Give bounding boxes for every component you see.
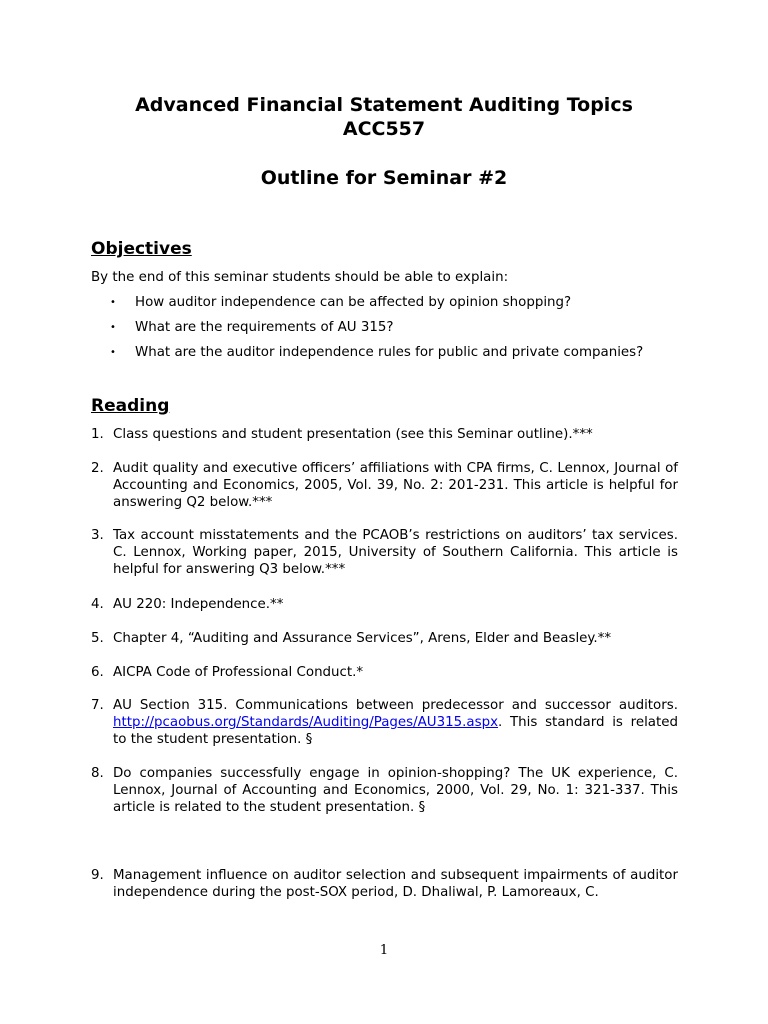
reading-item — [91, 664, 678, 681]
bullet-icon: • — [110, 322, 116, 333]
course-code: ACC557 — [342, 118, 426, 140]
reading-item-text — [113, 697, 678, 748]
reading-item-number: 9. — [91, 868, 104, 883]
reading-item-number: 8. — [91, 766, 104, 781]
reading-heading: Reading — [91, 396, 170, 416]
bullet-icon: • — [110, 297, 116, 308]
reading-item — [91, 867, 678, 901]
reading-item-text: Tax account misstatements and the PCAOB’s restrictions on auditors’ tax services. C. Lennox, Working paper, 2015, University of Southern California. This article is helpful for answering Q3 below.*** — [113, 528, 678, 577]
reading-item-text: AICPA Code of Professional Conduct.* — [113, 665, 364, 680]
reading-item-text: Audit quality and executive officers’ affiliations with CPA firms, C. Lennox, Journal of Accounting and Economics, 2005, Vol. 39, No. 2: 201-231. This article is helpful for answering Q2 below.*** — [113, 461, 678, 510]
reading-item-number: 5. — [91, 631, 104, 646]
reading-item — [91, 460, 678, 511]
objectives-heading: Objectives — [91, 239, 192, 259]
objective-item — [110, 344, 643, 361]
reading-item-text-start: AU Section 315. Communications between predecessor and successor auditors. — [113, 698, 678, 713]
document-title: Advanced Financial Statement Auditing Topics — [135, 94, 633, 116]
reading-item-text: Do companies successfully engage in opinion-shopping? The UK experience, C. Lennox, Journal of Accounting and Economics, 2000, Vol. 29, No. 1: 321-337. This article is related to the student presentation. § — [113, 766, 678, 815]
objectives-intro: By the end of this seminar students should be able to explain: — [91, 270, 509, 285]
reading-item-number: 6. — [91, 665, 104, 680]
objective-text: What are the requirements of AU 315? — [135, 320, 394, 335]
reading-item — [91, 596, 678, 613]
bullet-icon: • — [110, 347, 116, 358]
reading-item-text-end: . This standard is related to the student presentation. § — [113, 715, 678, 747]
reading-item-number: 7. — [91, 698, 104, 713]
reading-item — [91, 527, 678, 578]
reading-item-number: 4. — [91, 597, 104, 612]
au315-link[interactable]: http://pcaobus.org/Standards/Auditing/Pages/AU315.aspx — [113, 715, 499, 730]
seminar-title: Outline for Seminar #2 — [260, 167, 508, 189]
reading-item-text: Chapter 4, “Auditing and Assurance Services”, Arens, Elder and Beasley.** — [113, 631, 612, 646]
reading-item-number: 3. — [91, 528, 104, 543]
reading-item — [91, 697, 678, 748]
reading-item — [91, 765, 678, 816]
reading-item-text: AU 220: Independence.** — [113, 597, 284, 612]
objective-text: What are the auditor independence rules for public and private companies? — [135, 345, 644, 360]
reading-item — [91, 630, 678, 647]
reading-item-number: 1. — [91, 427, 104, 442]
reading-item — [91, 426, 678, 443]
reading-item-number: 2. — [91, 461, 104, 476]
reading-item-text: Class questions and student presentation (see this Seminar outline).*** — [113, 427, 593, 442]
reading-item-text: Management influence on auditor selection and subsequent impairments of auditor independence during the post-SOX period, D. Dhaliwal, P. Lamoreaux, C. — [113, 868, 678, 900]
objective-text: How auditor independence can be affected by opinion shopping? — [135, 295, 572, 310]
page-number: 1 — [379, 943, 389, 958]
objective-item — [110, 319, 394, 336]
objective-item — [110, 294, 571, 311]
